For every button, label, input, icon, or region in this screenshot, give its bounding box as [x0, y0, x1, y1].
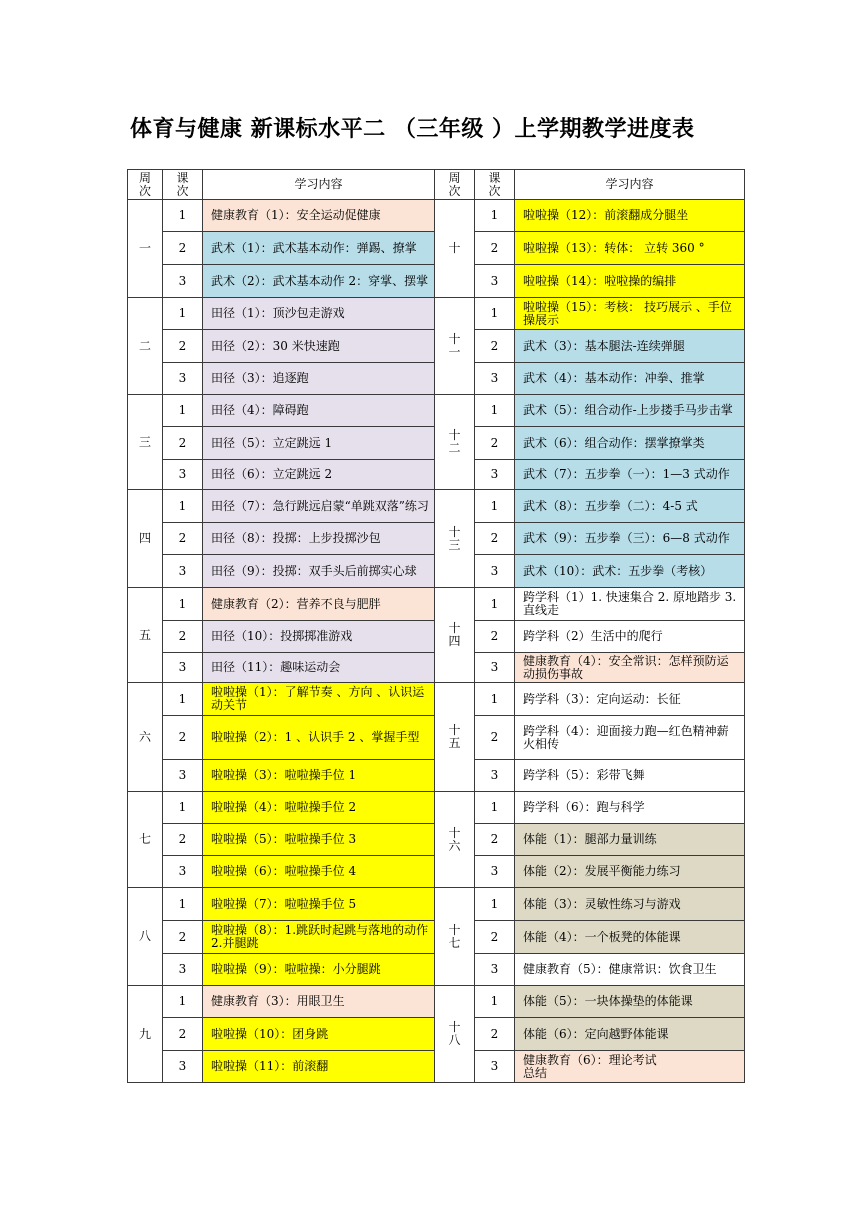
- lesson-number: 1: [475, 588, 515, 621]
- lesson-number: 3: [163, 363, 203, 395]
- week-cell: 三: [128, 395, 163, 490]
- lesson-content: 田径（9）：投掷：双手头后前掷实心球: [203, 555, 435, 588]
- lesson-number: 1: [475, 490, 515, 523]
- table-row: [128, 588, 745, 621]
- lesson-content: 啦啦操（8）：1.跳跃时起跳与落地的动作 2.并腿跳: [203, 921, 435, 954]
- lesson-content: 啦啦操（13）：转体： 立转 360 °: [515, 232, 745, 265]
- lesson-content: 田径（2）：30 米快速跑: [203, 330, 435, 363]
- lesson-content: 啦啦操（5）：啦啦操手位 3: [203, 824, 435, 856]
- lesson-content: 啦啦操（14）：啦啦操的编排: [515, 265, 745, 298]
- lesson-content: 武术（3）：基本腿法-连续弹腿: [515, 330, 745, 363]
- lesson-number: 2: [163, 824, 203, 856]
- table-row: [128, 888, 745, 921]
- week-cell: 五: [128, 588, 163, 683]
- table-row: [128, 200, 745, 232]
- lesson-number: 3: [163, 555, 203, 588]
- lesson-number: 3: [475, 265, 515, 298]
- lesson-content: 健康教育（2）：营养不良与肥胖: [203, 588, 435, 621]
- header-lesson: 课 次: [475, 170, 515, 200]
- lesson-number: 3: [163, 856, 203, 888]
- lesson-number: 1: [163, 792, 203, 824]
- lesson-content: 田径（5）：立定跳远 1: [203, 427, 435, 460]
- lesson-number: 2: [163, 1018, 203, 1051]
- lesson-content: 体能（1）：腿部力量训练: [515, 824, 745, 856]
- lesson-content: 武术（2）：武术基本动作 2：穿掌、摆掌: [203, 265, 435, 298]
- header-content: 学习内容: [515, 170, 745, 200]
- lesson-content: 体能（3）：灵敏性练习与游戏: [515, 888, 745, 921]
- week-cell: 十: [435, 200, 475, 298]
- lesson-number: 1: [163, 395, 203, 427]
- lesson-number: 2: [163, 330, 203, 363]
- lesson-number: 2: [163, 621, 203, 653]
- lesson-content: 田径（10）：投掷掷准游戏: [203, 621, 435, 653]
- lesson-content: 啦啦操（6）：啦啦操手位 4: [203, 856, 435, 888]
- lesson-content: 健康教育（6）：理论考试 总结: [515, 1051, 745, 1083]
- lesson-content: 健康教育（3）：用眼卫生: [203, 986, 435, 1018]
- lesson-number: 3: [163, 653, 203, 683]
- lesson-content: 健康教育（1）：安全运动促健康: [203, 200, 435, 232]
- lesson-number: 3: [163, 954, 203, 986]
- lesson-content: 体能（2）：发展平衡能力练习: [515, 856, 745, 888]
- lesson-number: 1: [475, 683, 515, 716]
- lesson-content: 武术（5）：组合动作-上步搂手马步击掌: [515, 395, 745, 427]
- lesson-content: 健康教育（5）：健康常识：饮食卫生: [515, 954, 745, 986]
- lesson-number: 1: [475, 200, 515, 232]
- lesson-number: 1: [163, 588, 203, 621]
- lesson-number: 3: [475, 460, 515, 490]
- lesson-content: 啦啦操（10）：团身跳: [203, 1018, 435, 1051]
- week-cell: 九: [128, 986, 163, 1083]
- lesson-content: 武术（7）：五步拳（一）：1—3 式动作: [515, 460, 745, 490]
- lesson-number: 3: [475, 555, 515, 588]
- header-week: 周 次: [435, 170, 475, 200]
- lesson-content: 跨学科（1）1. 快速集合 2. 原地踏步 3. 直线走: [515, 588, 745, 621]
- week-cell: 一: [128, 200, 163, 298]
- lesson-number: 2: [163, 921, 203, 954]
- lesson-number: 2: [475, 427, 515, 460]
- lesson-number: 3: [475, 1051, 515, 1083]
- lesson-content: 啦啦操（11）：前滚翻: [203, 1051, 435, 1083]
- week-cell: 十 二: [435, 395, 475, 490]
- lesson-number: 3: [163, 1051, 203, 1083]
- lesson-content: 武术（6）：组合动作：摆掌撩掌类: [515, 427, 745, 460]
- page-title: 体育与健康 新课标水平二 （三年级 ）上学期教学进度表: [130, 117, 695, 142]
- lesson-number: 2: [475, 716, 515, 760]
- lesson-number: 1: [475, 888, 515, 921]
- lesson-content: 跨学科（4）：迎面接力跑—红色精神薪火相传: [515, 716, 745, 760]
- lesson-content: 啦啦操（2）：1 、认识手 2 、掌握手型: [203, 716, 435, 760]
- week-cell: 十 三: [435, 490, 475, 588]
- table-row: [128, 792, 745, 824]
- week-cell: 八: [128, 888, 163, 986]
- lesson-content: 啦啦操（15）：考核： 技巧展示 、手位操展示: [515, 298, 745, 330]
- lesson-content: 跨学科（6）：跑与科学: [515, 792, 745, 824]
- header-week: 周 次: [128, 170, 163, 200]
- lesson-content: 田径（1）：顶沙包走游戏: [203, 298, 435, 330]
- header-row: [128, 170, 745, 200]
- lesson-content: 田径（7）：急行跳远启蒙“单跳双落”练习: [203, 490, 435, 523]
- lesson-number: 1: [475, 792, 515, 824]
- lesson-content: 啦啦操（1）：了解节奏 、方向 、认识运动关节: [203, 683, 435, 716]
- week-cell: 四: [128, 490, 163, 588]
- lesson-content: 健康教育（4）：安全常识：怎样预防运动损伤事故: [515, 653, 745, 683]
- week-cell: 十 五: [435, 683, 475, 792]
- week-cell: 二: [128, 298, 163, 395]
- header-lesson: 课 次: [163, 170, 203, 200]
- lesson-content: 武术（9）：五步拳（三）：6—8 式动作: [515, 523, 745, 555]
- lesson-content: 武术（4）：基本动作：冲拳、推掌: [515, 363, 745, 395]
- lesson-number: 3: [475, 653, 515, 683]
- lesson-content: 田径（6）：立定跳远 2: [203, 460, 435, 490]
- lesson-content: 田径（3）：追逐跑: [203, 363, 435, 395]
- lesson-number: 1: [163, 298, 203, 330]
- lesson-content: 武术（8）：五步拳（二）：4-5 式: [515, 490, 745, 523]
- lesson-content: 体能（4）：一个板凳的体能课: [515, 921, 745, 954]
- lesson-number: 3: [475, 856, 515, 888]
- week-cell: 六: [128, 683, 163, 792]
- lesson-number: 2: [475, 523, 515, 555]
- lesson-content: 跨学科（5）：彩带飞舞: [515, 760, 745, 792]
- schedule-table: [127, 169, 745, 1083]
- lesson-content: 啦啦操（4）：啦啦操手位 2: [203, 792, 435, 824]
- lesson-number: 2: [475, 921, 515, 954]
- lesson-number: 1: [163, 490, 203, 523]
- table-row: [128, 395, 745, 427]
- lesson-content: 啦啦操（12）：前滚翻成分腿坐: [515, 200, 745, 232]
- lesson-content: 武术（10）：武术：五步拳（考核）: [515, 555, 745, 588]
- lesson-content: 跨学科（3）：定向运动：长征: [515, 683, 745, 716]
- lesson-number: 3: [163, 760, 203, 792]
- lesson-content: 田径（8）：投掷：上步投掷沙包: [203, 523, 435, 555]
- lesson-content: 啦啦操（9）：啦啦操：小分腿跳: [203, 954, 435, 986]
- schedule-body: [128, 170, 745, 1083]
- lesson-content: 跨学科（2）生活中的爬行: [515, 621, 745, 653]
- lesson-number: 2: [163, 232, 203, 265]
- lesson-content: 啦啦操（3）：啦啦操手位 1: [203, 760, 435, 792]
- lesson-number: 1: [163, 888, 203, 921]
- week-cell: 十 四: [435, 588, 475, 683]
- lesson-number: 2: [163, 716, 203, 760]
- lesson-content: 啦啦操（7）：啦啦操手位 5: [203, 888, 435, 921]
- lesson-number: 2: [475, 1018, 515, 1051]
- lesson-number: 1: [475, 298, 515, 330]
- lesson-content: 田径（11）：趣味运动会: [203, 653, 435, 683]
- lesson-number: 2: [475, 232, 515, 265]
- lesson-number: 2: [163, 427, 203, 460]
- lesson-number: 3: [475, 363, 515, 395]
- lesson-number: 1: [475, 986, 515, 1018]
- lesson-number: 2: [475, 621, 515, 653]
- lesson-number: 1: [163, 683, 203, 716]
- lesson-number: 3: [475, 954, 515, 986]
- lesson-number: 3: [163, 265, 203, 298]
- week-cell: 十 一: [435, 298, 475, 395]
- lesson-content: 武术（1）：武术基本动作：弹踢、撩掌: [203, 232, 435, 265]
- lesson-content: 田径（4）：障碍跑: [203, 395, 435, 427]
- lesson-number: 3: [475, 760, 515, 792]
- lesson-number: 1: [475, 395, 515, 427]
- lesson-number: 2: [475, 824, 515, 856]
- table-row: [128, 298, 745, 330]
- week-cell: 十 七: [435, 888, 475, 986]
- header-content: 学习内容: [203, 170, 435, 200]
- table-row: [128, 490, 745, 523]
- lesson-number: 2: [475, 330, 515, 363]
- lesson-number: 3: [163, 460, 203, 490]
- week-cell: 十 八: [435, 986, 475, 1083]
- table-row: [128, 986, 745, 1018]
- lesson-number: 2: [163, 523, 203, 555]
- week-cell: 七: [128, 792, 163, 888]
- week-cell: 十 六: [435, 792, 475, 888]
- lesson-content: 体能（5）：一块体操垫的体能课: [515, 986, 745, 1018]
- table-row: [128, 683, 745, 716]
- lesson-number: 1: [163, 200, 203, 232]
- lesson-content: 体能（6）：定向越野体能课: [515, 1018, 745, 1051]
- lesson-number: 1: [163, 986, 203, 1018]
